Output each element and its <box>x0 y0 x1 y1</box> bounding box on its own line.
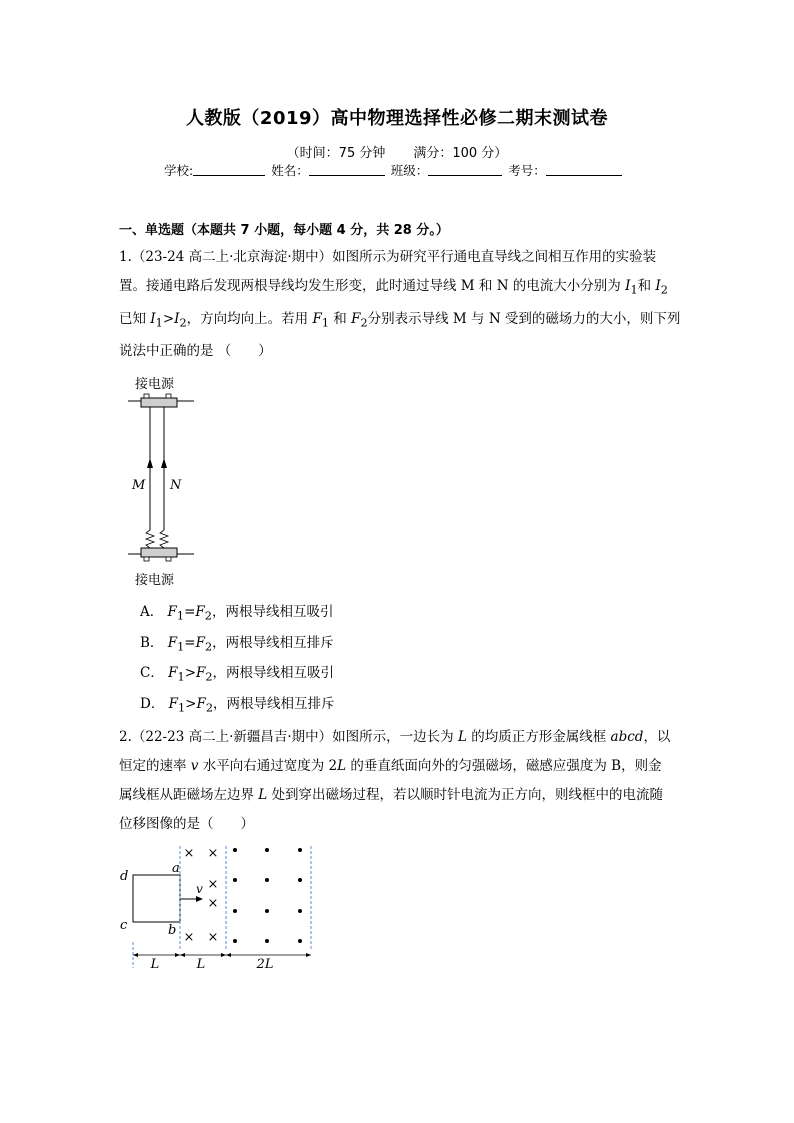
class-label: 班级： <box>390 163 429 178</box>
top-terminal-block <box>141 398 177 407</box>
q1-option-b[interactable]: B． $F_1=F_2$，两根导线相互排斥 <box>140 635 334 654</box>
name-field[interactable] <box>309 163 385 176</box>
q1-option-a[interactable]: A． $F_1=F_2$，两根导线相互吸引 <box>140 604 334 623</box>
velocity-label: v <box>196 882 203 896</box>
square-frame <box>133 875 180 922</box>
class-field[interactable] <box>428 163 502 176</box>
dimension-label-3: 2L <box>256 957 274 972</box>
corner-a-label: a <box>172 861 180 876</box>
svg-text:×: × <box>207 846 219 861</box>
exam-number-label: 考号： <box>508 163 546 178</box>
current-arrow-n <box>161 458 167 468</box>
q1-top-power-label: 接电源 <box>135 377 175 392</box>
svg-text:×: × <box>183 930 195 945</box>
current-arrow-m <box>147 458 153 468</box>
wire-m-label: M <box>132 478 146 493</box>
corner-d-label: d <box>120 869 129 884</box>
corner-b-label: b <box>168 923 177 938</box>
svg-text:×: × <box>183 846 195 861</box>
q1-line-2: 置。接通电路后发现两根导线均发生形变，此时通过导线 M 和 N 的电流大小分别为 $I_1$和 $I_2$ <box>119 278 668 297</box>
spring-n <box>160 530 168 548</box>
exam-number-field[interactable] <box>546 163 622 176</box>
q1-figure-parallel-wires <box>122 372 202 592</box>
exam-score: 满分：100 分） <box>413 146 508 161</box>
corner-c-label: c <box>120 918 128 933</box>
q1-line-4: 说法中正确的是 （ ） <box>119 343 272 360</box>
svg-text:×: × <box>207 877 219 892</box>
dimension-label-1: L <box>150 957 160 972</box>
wire-n-label: N <box>170 478 182 493</box>
spring-m <box>146 530 154 548</box>
outward-field-dots <box>233 848 302 943</box>
q1-line-1: 1.（23-24 高二上·北京海淀·期中）如图所示为研究平行通电直导线之间相互作用的实验装 <box>119 249 657 265</box>
q2-line-1: 2.（22-23 高二上·新疆昌吉·期中）如图所示，一边长为 L 的均质正方形金属线框 abcd，以 <box>119 729 671 745</box>
school-field[interactable] <box>193 163 265 176</box>
question-1-stem <box>119 243 679 366</box>
bottom-terminal-block <box>141 548 177 557</box>
q2-line-2: 恒定的速率 v 水平向右通过宽度为 2L 的垂直纸面向外的匀强磁场，磁感应强度为 B，则金 <box>119 758 662 774</box>
school-label: 学校: <box>164 163 194 178</box>
svg-text:×: × <box>207 930 219 945</box>
q1-option-c[interactable]: C． $F_1>F_2$，两根导线相互吸引 <box>140 665 335 684</box>
q2-line-3: 属线框从距磁场左边界 L 处到穿出磁场过程，若以顺时针电流为正方向，则线框中的电流随 <box>119 787 664 803</box>
name-label: 姓名： <box>271 163 309 178</box>
q1-option-d[interactable]: D． $F_1>F_2$，两根导线相互排斥 <box>140 696 335 715</box>
q1-line-3: 已知 $I_1>I_2$，方向均向上。若用 $F_1$ 和 $F_2$分别表示导线 M 与 N 受到的磁场力的大小，则下列 <box>119 310 681 330</box>
student-info-row <box>164 161 624 179</box>
svg-text:×: × <box>207 896 219 911</box>
q2-line-4: 位移图像的是（ ） <box>119 816 254 832</box>
exam-meta <box>0 142 794 161</box>
page-title: 人教版（2019）高中物理选择性必修二期末测试卷 <box>185 108 609 129</box>
question-2-stem <box>119 723 679 839</box>
section-title: 一、单选题（本题共 7 小题，每小题 4 分，共 28 分。） <box>119 223 449 238</box>
q1-bottom-power-label: 接电源 <box>135 573 175 588</box>
q2-figure-frame-field <box>116 842 320 970</box>
dimension-label-2: L <box>196 957 206 972</box>
exam-time: （时间：75 分钟 <box>286 146 386 161</box>
